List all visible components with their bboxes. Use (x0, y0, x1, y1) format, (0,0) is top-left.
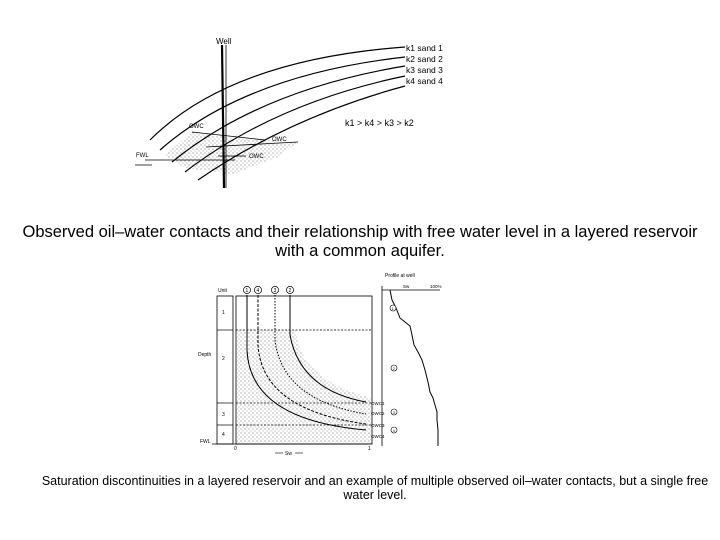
owc-label-3: OWC (249, 154, 264, 160)
owc-label-b3: OWC3 (371, 423, 385, 428)
unit-column (217, 296, 233, 444)
top-layer-diagram (135, 37, 443, 188)
fwl-label: FWL (136, 153, 149, 159)
caption-bottom: Saturation discontinuities in a layered reservoir and an example of multiple observed oil–water contacts, but a single free water level. (41, 474, 709, 502)
profile-marker-1: 1 (391, 306, 394, 311)
unit-header: Unit (218, 288, 227, 294)
fwl-label-bottom: FWL (200, 439, 211, 445)
curve-marker-2: 2 (288, 288, 292, 294)
oil-zone-stipple (237, 330, 371, 443)
profile-sw-label: Sw (403, 284, 410, 289)
axis-one: 1 (368, 446, 371, 452)
axis-zero: 0 (234, 446, 237, 452)
owc-label-b2: OWC2 (371, 411, 385, 416)
profile-title: Profile at well (385, 273, 415, 279)
owc-label-b1: OWC1 (371, 401, 385, 406)
curve-marker-3: 3 (273, 288, 277, 294)
owc-label-b4: OWC4 (371, 434, 385, 439)
sw-axis-label: Sw (285, 451, 292, 457)
unit-number-4: 4 (222, 432, 225, 438)
unit-number-1: 1 (222, 310, 225, 316)
depth-label: Depth (198, 352, 212, 358)
sand-label-1: k1 sand 1 (406, 43, 443, 53)
sand-label-3: k3 sand 3 (406, 65, 443, 75)
sand-label-4: k4 sand 4 (406, 76, 443, 86)
unit-number-2: 2 (222, 356, 225, 362)
profile-marker-2: 2 (392, 366, 395, 371)
well-label: Well (216, 37, 232, 46)
bottom-saturation-diagram (198, 273, 442, 457)
unit-number-3: 3 (222, 412, 225, 418)
profile-marker-3: 3 (392, 410, 395, 415)
profile-100: 100% (430, 284, 442, 289)
permeability-order: k1 > k4 > k3 > k2 (345, 118, 414, 128)
owc-label-1: OWC (189, 124, 204, 130)
caption-top: Observed oil–water contacts and their relationship with free water level in a layered reservoir with a common aquifer. (22, 223, 698, 260)
profile-marker-4: 4 (392, 428, 395, 433)
owc-label-2: OWC (272, 137, 287, 143)
curve-marker-4: 4 (256, 288, 260, 294)
sand-label-2: k2 sand 2 (406, 54, 443, 64)
curve-marker-1: 1 (245, 288, 249, 294)
